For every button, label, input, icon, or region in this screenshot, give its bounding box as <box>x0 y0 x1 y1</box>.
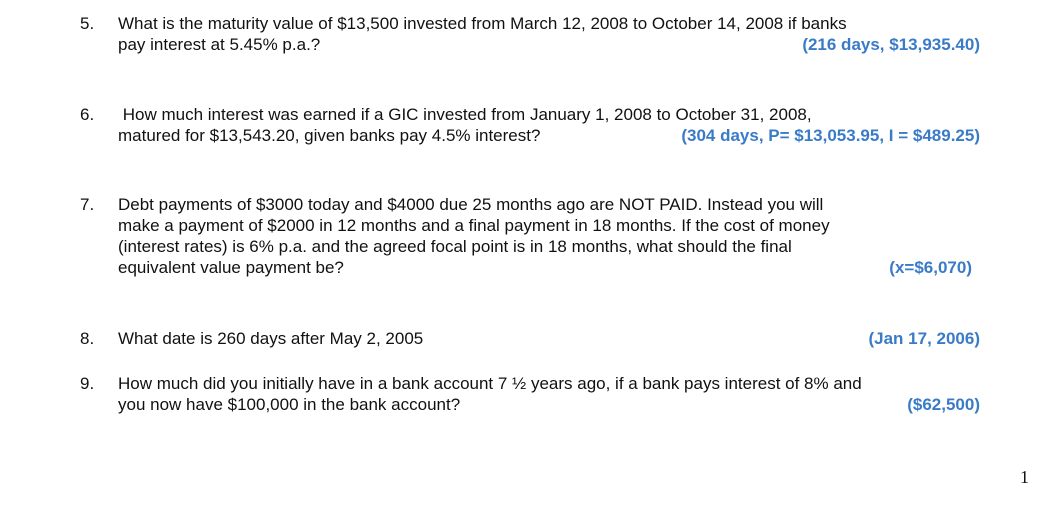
question-text-line: Debt payments of $3000 today and $4000 due 25 months ago are NOT PAID. Instead you will <box>118 195 824 214</box>
question-text-line: (interest rates) is 6% p.a. and the agreed focal point is in 18 months, what should the final <box>118 237 792 256</box>
answer-text: (x=$6,070) <box>889 258 972 277</box>
page-number: 1 <box>1020 467 1029 487</box>
question-text: What date is 260 days after May 2, 2005 <box>118 329 424 348</box>
question-text: pay interest at 5.45% p.a.? <box>118 35 321 54</box>
question-number: 5. <box>80 14 95 33</box>
question-text-line-last <box>118 125 980 146</box>
question-text-line-last <box>118 34 980 55</box>
question-number: 8. <box>80 329 95 348</box>
answer-text: (216 days, $13,935.40) <box>802 35 980 54</box>
question-text-line: How much interest was earned if a GIC invested from January 1, 2008 to October 31, 2008, <box>118 105 812 124</box>
answer-text: (304 days, P= $13,053.95, I = $489.25) <box>681 126 980 145</box>
question-text-line-last <box>118 257 980 278</box>
question-body <box>118 373 980 415</box>
question-body <box>118 194 980 278</box>
question-text-line: How much did you initially have in a bank account 7 ½ years ago, if a bank pays interest of 8% and <box>118 374 862 393</box>
question-text-line: What is the maturity value of $13,500 invested from March 12, 2008 to October 14, 2008 if banks <box>118 14 847 33</box>
answer-text: (Jan 17, 2006) <box>868 329 980 348</box>
question-text-line: make a payment of $2000 in 12 months and a final payment in 18 months. If the cost of money <box>118 216 830 235</box>
question-body <box>118 104 980 146</box>
question-text-line-last <box>118 394 980 415</box>
question-text: you now have $100,000 in the bank account? <box>118 395 461 414</box>
question-text-line-last <box>118 328 980 349</box>
question-body <box>118 13 980 55</box>
question-text: equivalent value payment be? <box>118 258 344 277</box>
question-body <box>118 328 980 349</box>
question-number: 7. <box>80 195 95 214</box>
question-number: 6. <box>80 105 95 124</box>
answer-text: ($62,500) <box>907 395 980 414</box>
question-text: matured for $13,543.20, given banks pay 4.5% interest? <box>118 126 541 145</box>
question-number: 9. <box>80 374 95 393</box>
